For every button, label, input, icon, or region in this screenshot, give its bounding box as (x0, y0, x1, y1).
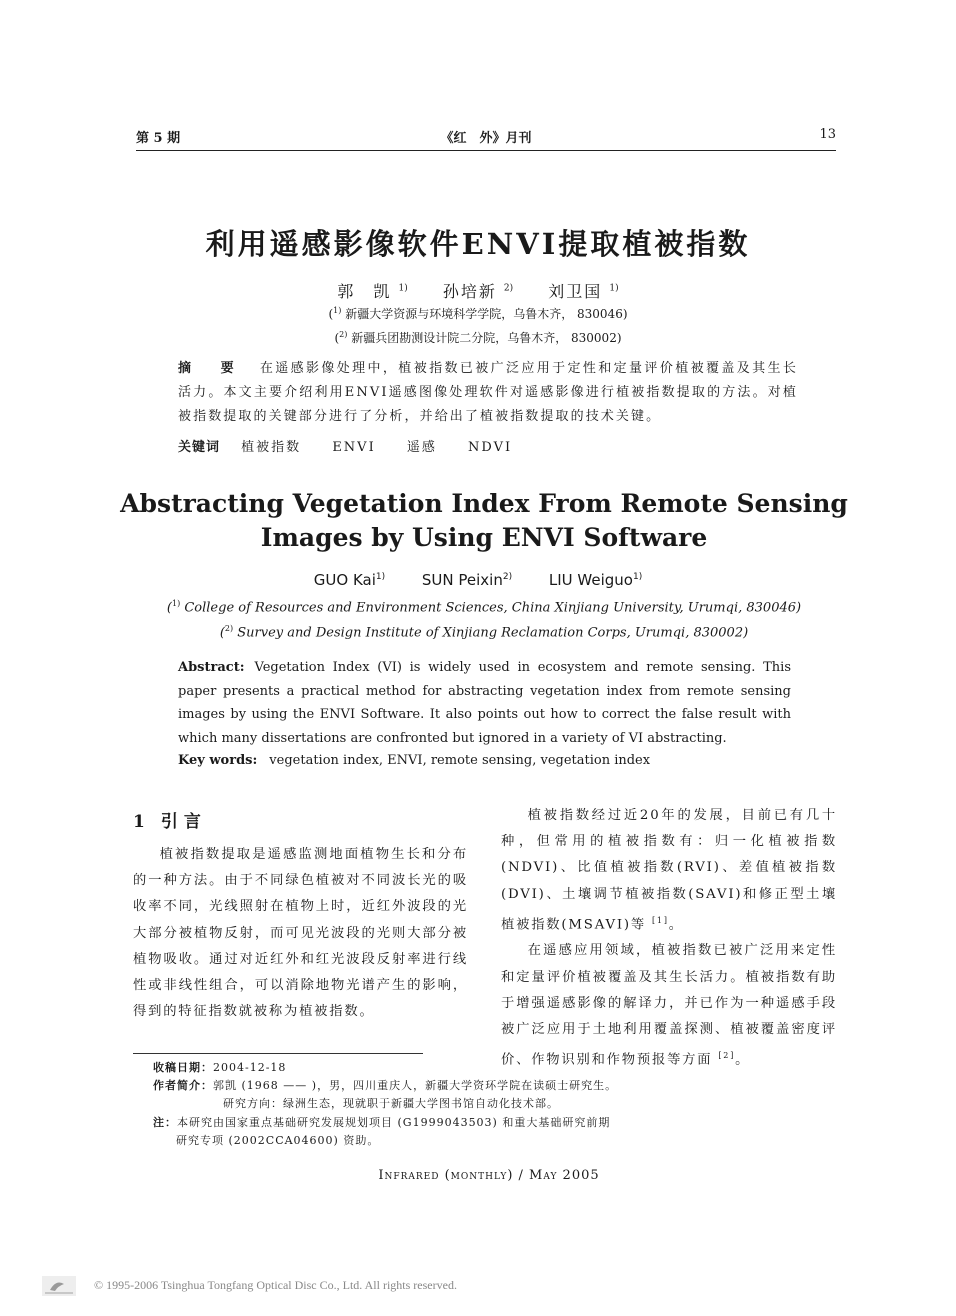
issue-label: 第 5 期 (136, 131, 181, 146)
author-sup: 2) (502, 572, 513, 582)
aff-open: ( (219, 625, 225, 641)
author-item (549, 571, 642, 589)
author-name: SUN Peixin (421, 571, 503, 589)
author-sup: 1) (375, 572, 386, 582)
section-title: 引言 (160, 812, 207, 832)
keywords-text: vegetation index, ENVI, remote sensing, vegetation index (269, 753, 651, 768)
author-sup: 1) (632, 572, 643, 582)
body-paragraph (501, 938, 837, 1073)
author-item (548, 282, 618, 301)
aff-sup: 2) (224, 624, 234, 633)
section-heading (133, 807, 207, 832)
section-number: 1 (133, 812, 151, 832)
footnote-text: 本研究由国家重点基础研究发展规划项目 (G1999043503) 和重大基础研究前期 (177, 1116, 611, 1129)
publisher-logo-icon (42, 1276, 76, 1296)
english-title-line-2: Images by Using ENVI Software (260, 523, 708, 552)
aff-open: ( (328, 307, 334, 321)
citation: [1] (652, 915, 669, 925)
copyright-text: © 1995-2006 Tsinghua Tongfang Optical Disc Co., Ltd. All rights reserved. (94, 1278, 457, 1292)
author-name: 刘卫国 (548, 282, 603, 301)
abstract-text: 在遥感影像处理中，植被指数已被广泛应用于定性和定量评价植被覆盖及其生长活力。本文主要介绍利用ENVI遥感图像处理软件对遥感影像进行植被指数提取的方法。对植被指数提取的关键部分进行了分析，并给出了植被指数提取的技术关键。 (178, 361, 798, 424)
chinese-keywords (178, 436, 798, 455)
author-item (422, 571, 512, 589)
footnote-label: 作者简介： (153, 1079, 213, 1092)
english-affiliation-1 (0, 599, 956, 615)
footnote-label: 收稿日期： (153, 1061, 213, 1074)
abstract-label: Abstract: (178, 660, 245, 675)
keyword: 遥感 (406, 440, 437, 455)
abstract-text: Vegetation Index (VI) is widely used in ecosystem and remote sensing. This paper presents a practical method for abstracting vegetation index from remote sensing images by using the ENVI Software. It also points out how to correct the false result with which many dissertations are confronted but ignored in a variety of VI abstracting. (178, 660, 791, 747)
aff-sup: 1) (333, 306, 342, 315)
footnote-note (153, 1114, 853, 1132)
english-abstract (178, 656, 791, 751)
author-name: LIU Weiguo (548, 571, 633, 589)
chinese-affiliation-1 (0, 305, 956, 322)
journal-footer: Infrared (monthly) / May 2005 (378, 1168, 600, 1183)
footnote-rule (133, 1053, 423, 1054)
author-item (337, 282, 407, 301)
paragraph-end: 。 (735, 1052, 751, 1068)
aff-sup: 1) (171, 599, 181, 608)
english-title-line-1: Abstracting Vegetation Index From Remote Sensing (120, 489, 848, 518)
aff-open: ( (166, 600, 172, 616)
citation: [2] (718, 1051, 736, 1061)
author-sup: 1) (398, 283, 408, 294)
chinese-abstract (178, 357, 798, 429)
journal-name: 《红 外》月刊 (440, 131, 532, 146)
page-number: 13 (819, 127, 836, 142)
aff-text: 新疆大学资源与环境科学学院，乌鲁木齐， 830046) (341, 307, 628, 321)
keyword: 植被指数 (241, 440, 302, 455)
keyword: NDVI (468, 440, 513, 455)
keywords-label: Key words: (178, 753, 258, 768)
body-column-left (133, 842, 468, 1025)
chinese-title: 利用遥感影像软件ENVI提取植被指数 (205, 227, 751, 261)
copyright-bar (42, 1276, 642, 1298)
running-header (136, 127, 836, 149)
paragraph-end: 。 (668, 917, 684, 933)
keyword: ENVI (332, 440, 376, 455)
body-paragraph (501, 803, 837, 938)
author-name: 孙培新 (442, 282, 497, 301)
footnote-text: 郭凯 (1968 —— )，男，四川重庆人，新疆大学资环学院在读硕士研究生。 (213, 1079, 618, 1092)
chinese-authors (0, 279, 956, 302)
footnote-received (153, 1059, 853, 1077)
aff-text: 新疆兵团勘测设计院二分院，乌鲁木齐， 830002) (347, 331, 622, 345)
aff-open: ( (334, 331, 340, 345)
author-sup: 2) (503, 283, 514, 294)
english-affiliation-2 (0, 624, 956, 640)
footnote-author (153, 1077, 853, 1095)
author-name: 郭 凯 (337, 282, 392, 301)
body-column-right (501, 803, 837, 1074)
author-item (443, 282, 513, 301)
author-item (314, 571, 385, 589)
footnote-note-cont: 研究专项 (2002CCA04600) 资助。 (176, 1134, 380, 1147)
footnote-author-cont: 研究方向：绿洲生态，现就职于新疆大学图书馆自动化技术部。 (223, 1097, 559, 1110)
paragraph-text: 在遥感应用领域，植被指数已被广泛用来定性和定量评价植被覆盖及其生长活力。植被指数有助于增强遥感影像的解译力，并已作为一种遥感手段被广泛应用于土地利用覆盖探测、植被覆盖密度评价、作物识别和作物预报等方面 (501, 943, 837, 1068)
english-title (0, 487, 956, 555)
aff-text: Survey and Design Institute of Xinjiang Reclamation Corps, Urumqi, 830002) (233, 625, 749, 641)
paragraph-text: 植被指数经过近20年的发展，目前已有几十种，但常用的植被指数有：归一化植被指数(NDVI)、比值植被指数(RVI)、差值植被指数(DVI)、土壤调节植被指数(SAVI)和修正型土壤植被指数(MSAVI)等 (501, 808, 837, 933)
body-paragraph: 植被指数提取是遥感监测地面植物生长和分布的一种方法。由于不同绿色植被对不同波长光的吸收率不同，光线照射在植物上时，近红外波段的光大部分被植物反射，而可见光波段的光则大部分被植物吸收。通过对近红外和红光波段反射率进行线性或非线性组合，可以消除地物光谱产生的影响，得到的特征指数就被称为植被指数。 (133, 847, 468, 1020)
abstract-label: 摘 要 (178, 361, 242, 376)
footnote-label: 注： (153, 1116, 177, 1129)
english-keywords (178, 753, 791, 768)
chinese-affiliation-2 (0, 329, 956, 346)
author-name: GUO Kai (313, 571, 376, 589)
keywords-label: 关键词 (178, 440, 221, 455)
author-sup: 1) (609, 283, 619, 294)
footnote-text: 2004-12-18 (213, 1061, 287, 1074)
header-rule (136, 150, 836, 151)
english-authors (0, 571, 956, 589)
aff-text: College of Resources and Environment Sciences, China Xinjiang University, Urumqi, 830046) (180, 600, 802, 616)
aff-sup: 2) (339, 330, 348, 339)
